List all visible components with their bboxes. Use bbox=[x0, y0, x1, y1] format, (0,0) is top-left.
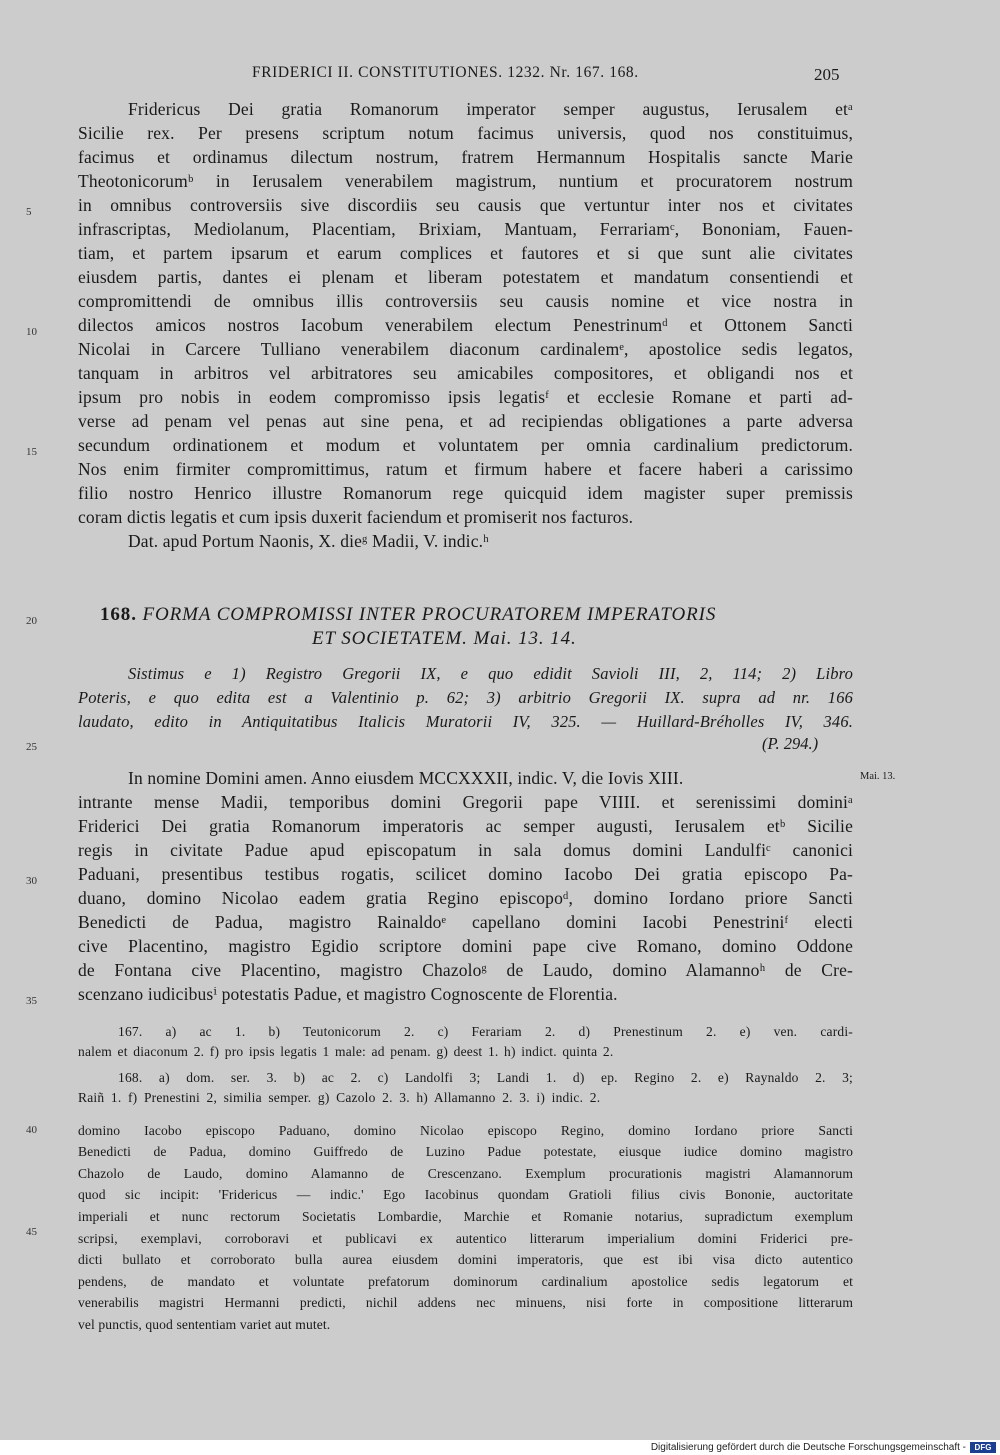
text-line: Paduani, presentibus testibus rogatis, scilicet domino Iacobo Dei gratia episcopo Pa- bbox=[78, 864, 853, 884]
commentary-line: imperiali et nunc rectorum Societatis Lombardie, Marchie et Romanie notarius, supradictum exemplum bbox=[78, 1209, 853, 1224]
footnote-168-line: 168. a) dom. ser. 3. b) ac 2. c) Landolfi 3; Landi 1. d) ep. Regino 2. e) Raynaldo 2. 3; bbox=[118, 1070, 853, 1085]
line-number: 15 bbox=[26, 446, 37, 458]
page-number: 205 bbox=[814, 65, 840, 84]
digitization-credit: Digitalisierung gefördert durch die Deutsche Forschungsgemeinschaft - bbox=[650, 1442, 966, 1453]
line-number: 20 bbox=[26, 615, 37, 627]
text-line: Fridericus Dei gratia Romanorum imperator semper augustus, Ierusalem etᵃ bbox=[128, 99, 853, 119]
text-line: compromittendi de omnibus illis controversiis seu causis nomine et vice nostra in bbox=[78, 291, 853, 311]
footnote-167-line: nalem et diaconum 2. f) pro ipsis legatis 1 male: ad penam. g) deest 1. h) indict. quinta 2. bbox=[78, 1044, 614, 1059]
text-line: eiusdem partis, dantes ei plenam et liberam potestatem et mandatum consentiendi et bbox=[78, 267, 853, 287]
commentary-line: domino Iacobo episcopo Paduano, domino Nicolao episcopo Regino, domino Iordano priore Sancti bbox=[78, 1123, 853, 1138]
commentary-line: vel punctis, quod sententiam variet aut mutet. bbox=[78, 1317, 331, 1332]
running-title: FRIDERICI II. CONSTITUTIONES. 1232. Nr. 167. 168. bbox=[252, 64, 639, 81]
text-line: In nomine Domini amen. Anno eiusdem MCCXXXII, indic. V, die Iovis XIII. bbox=[128, 768, 684, 788]
margin-date-note: Mai. 13. bbox=[860, 771, 896, 782]
commentary-line: scripsi, exemplavi, corroboravi et publicavi ex autentico litterarum imperialium domini Friderici pre- bbox=[78, 1231, 853, 1246]
dating-clause: Dat. apud Portum Naonis, X. dieᵍ Madii, V. indic.ʰ bbox=[128, 531, 489, 551]
footnote-168-line: Raiñ 1. f) Prenestini 2, similia semper. g) Cazolo 2. 3. h) Allamanno 2. 3. i) indic. 2. bbox=[78, 1090, 601, 1105]
line-number: 30 bbox=[26, 875, 37, 887]
regesta-reference: (P. 294.) bbox=[762, 734, 819, 753]
text-line: Benedicti de Padua, magistro Rainaldoᵉ capellano domini Iacobi Penestriniᶠ electi bbox=[78, 912, 853, 932]
text-line: Theotonicorumᵇ in Ierusalem venerabilem magistrum, nuntium et procuratorem nostrum bbox=[78, 171, 853, 191]
text-line: filio nostro Henrico illustre Romanorum rege quicquid idem magister super premissis bbox=[78, 483, 853, 503]
commentary-line: Benedicti de Padua, domino Guiffredo de Luzino Padue potestate, eiusque iudice domino magistro bbox=[78, 1144, 853, 1159]
text-line: dilectos amicos nostros Iacobum venerabilem electum Penestrinumᵈ et Ottonem Sancti bbox=[78, 315, 853, 335]
footnote-167-line: 167. a) ac 1. b) Teutonicorum 2. c) Ferariam 2. d) Prenestinum 2. e) ven. cardi- bbox=[118, 1024, 853, 1039]
text-line: Nicolai in Carcere Tulliano venerabilem diaconum cardinalemᵉ, apostolice sedis legatos, bbox=[78, 339, 853, 359]
commentary-line: pendens, de mandato et voluntate prefatorum dominorum cardinalium apostolice sedis legatorum et bbox=[78, 1274, 853, 1289]
sources-line: Sistimus e 1) Registro Gregorii IX, e quo edidit Savioli III, 2, 114; 2) Libro bbox=[128, 664, 853, 683]
commentary-line: quod sic incipit: 'Fridericus — indic.' Ego Iacobinus quondam Gratioli filius civis Bononie, auctoritate bbox=[78, 1187, 853, 1202]
text-line: facimus et ordinamus dilectum nostrum, fratrem Hermannum Hospitalis sancte Marie bbox=[78, 147, 853, 167]
text-line: secundum ordinationem et modum et voluntatem per omnia cardinalium predictorum. bbox=[78, 435, 853, 455]
line-number: 5 bbox=[26, 206, 32, 218]
text-line: verse ad penam vel penas aut sine pena, et ad recipiendas obligationes a parte adversa bbox=[78, 411, 853, 431]
text-line: infrascriptas, Mediolanum, Placentiam, Brixiam, Mantuam, Ferrariamᶜ, Bononiam, Fauen- bbox=[78, 219, 853, 239]
text-line: ipsum pro nobis in eodem compromisso ipsis legatisᶠ et ecclesie Romane et parti ad- bbox=[78, 387, 853, 407]
title-line-1: FORMA COMPROMISSI INTER PROCURATOREM IMPERATORIS bbox=[142, 604, 717, 625]
text-line: scenzano iudicibusⁱ potestatis Padue, et magistro Cognoscente de Florentia. bbox=[78, 984, 618, 1004]
text-line: Nos enim firmiter compromittimus, ratum et firmum habere et facere haberi a carissimo bbox=[78, 459, 853, 479]
commentary-line: venerabilis magistri Hermanni predicti, nichil addens nec minuens, nisi forte in compositione litterarum bbox=[78, 1295, 853, 1310]
text-line: coram dictis legatis et cum ipsis duxerit faciendum et promiserit nos facturos. bbox=[78, 507, 634, 527]
text-line: de Fontana cive Placentino, magistro Chazoloᵍ de Laudo, domino Alamannoʰ de Cre- bbox=[78, 960, 853, 980]
text-line: tiam, et partem ipsarum et earum complices et fautores et si que sunt alie civitates bbox=[78, 243, 853, 263]
text-line: in omnibus controversiis sive discordiis seu causis que vertuntur inter nos et civitates bbox=[78, 195, 853, 215]
line-number: 45 bbox=[26, 1226, 37, 1238]
commentary-line: Chazolo de Laudo, domino Alamanno de Crescenzano. Exemplum procurationis magistri Alamannorum bbox=[78, 1166, 853, 1181]
dfg-logo-icon: DFG bbox=[970, 1442, 996, 1453]
line-number: 35 bbox=[26, 995, 37, 1007]
line-number: 40 bbox=[26, 1124, 37, 1136]
line-number: 10 bbox=[26, 326, 37, 338]
sources-line: laudato, edito in Antiquitatibus Italicis Muratorii IV, 325. — Huillard-Bréholles IV, 346. bbox=[78, 712, 853, 731]
line-number: 25 bbox=[26, 741, 37, 753]
text-line: cive Placentino, magistro Egidio scriptore domini pape cive Romano, domino Oddone bbox=[78, 936, 853, 956]
text-line: tanquam in arbitros vel arbitratores seu amicabiles compositores, et obligandi nos et bbox=[78, 363, 853, 383]
text-line: duano, domino Nicolao eadem gratia Regino episcopoᵈ, domino Iordano priore Sancti bbox=[78, 888, 853, 908]
document-number: 168. bbox=[100, 604, 137, 625]
text-line: Sicilie rex. Per presens scriptum notum facimus universis, quod nos constituimus, bbox=[78, 123, 853, 143]
commentary-line: dicti bullato et corroborato bulla aurea eiusdem domini imperatoris, que est ibi visa dicto autentico bbox=[78, 1252, 853, 1267]
text-line: Friderici Dei gratia Romanorum imperatoris ac semper augusti, Ierusalem etᵇ Sicilie bbox=[78, 816, 853, 836]
text-line: regis in civitate Padue apud episcopatum in sala domus domini Landulfiᶜ canonici bbox=[78, 840, 853, 860]
title-line-2: ET SOCIETATEM. Mai. 13. 14. bbox=[312, 628, 577, 649]
document-168-title bbox=[100, 604, 716, 626]
sources-line: Poteris, e quo edita est a Valentinio p. 62; 3) arbitrio Gregorii IX. supra ad nr. 166 bbox=[78, 688, 853, 707]
text-line: intrante mense Madii, temporibus domini Gregorii pape VIIII. et serenissimi dominiᵃ bbox=[78, 792, 853, 812]
